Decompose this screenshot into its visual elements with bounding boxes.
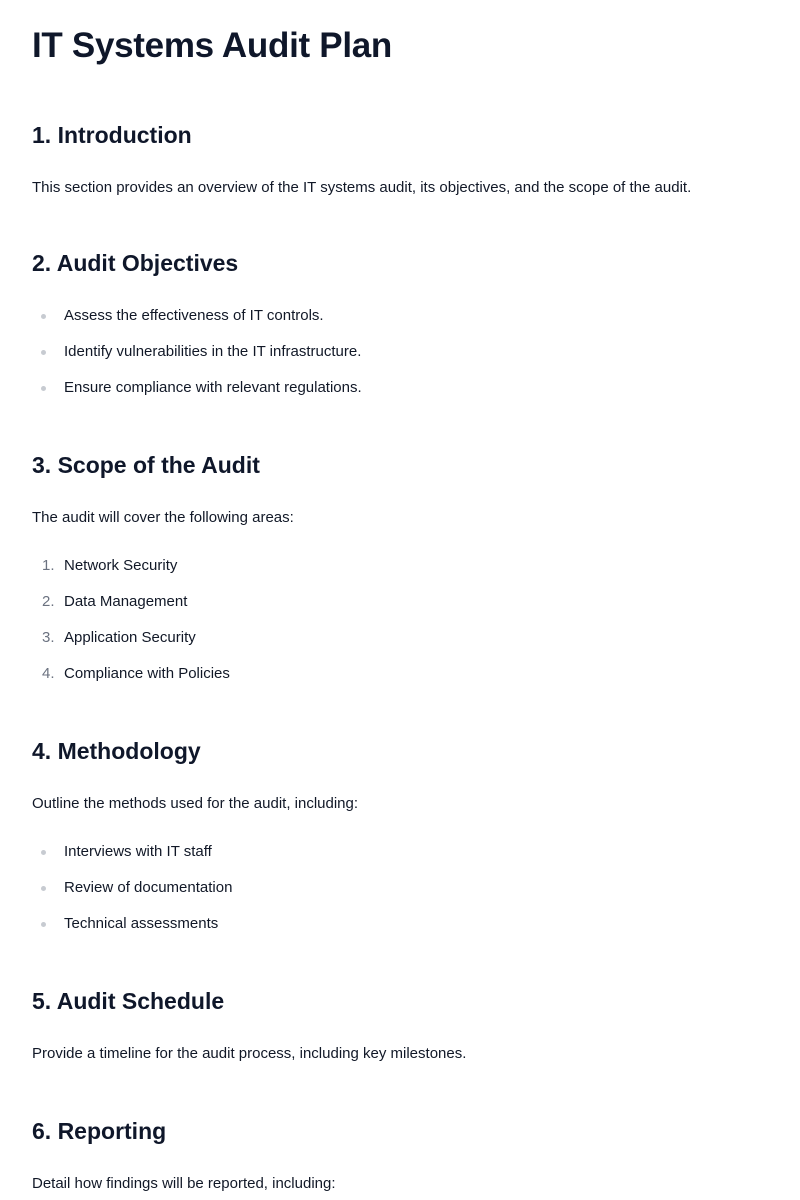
list-item-text: Network Security — [64, 557, 178, 574]
section-heading: 6. Reporting — [32, 1118, 167, 1144]
list-number: 2. — [42, 593, 55, 610]
list-item — [32, 664, 768, 684]
section-heading: 1. Introduction — [32, 122, 192, 148]
section-reporting — [32, 1116, 768, 1194]
section-audit-objectives — [32, 248, 768, 398]
bullet-icon — [41, 386, 46, 391]
list-number: 1. — [42, 557, 55, 574]
list-item-text: Compliance with Policies — [64, 665, 230, 682]
list-item-text: Technical assessments — [64, 915, 219, 932]
list-item — [32, 306, 768, 326]
list-item-text: Application Security — [64, 629, 196, 646]
page-title: IT Systems Audit Plan — [32, 26, 392, 65]
list-item-text: Assess the effectiveness of IT controls. — [64, 307, 324, 324]
section-paragraph: Outline the methods used for the audit, including: — [32, 795, 359, 812]
list-item — [32, 914, 768, 934]
list-item — [32, 592, 768, 612]
list-item — [32, 556, 768, 576]
bullet-icon — [41, 886, 46, 891]
bullet-list — [32, 842, 768, 934]
list-item — [32, 878, 768, 898]
section-heading: 5. Audit Schedule — [32, 988, 225, 1014]
list-item — [32, 342, 768, 362]
bullet-icon — [41, 922, 46, 927]
bullet-icon — [41, 850, 46, 855]
bullet-icon — [41, 314, 46, 319]
section-audit-schedule — [32, 986, 768, 1064]
section-paragraph: The audit will cover the following areas: — [32, 509, 294, 526]
section-paragraph: Provide a timeline for the audit process, including key milestones. — [32, 1045, 467, 1062]
bullet-icon — [41, 350, 46, 355]
list-item-text: Ensure compliance with relevant regulations. — [64, 379, 362, 396]
section-heading: 3. Scope of the Audit — [32, 452, 260, 478]
section-paragraph: Detail how findings will be reported, including: — [32, 1175, 336, 1192]
section-introduction — [32, 120, 768, 198]
list-item-text: Identify vulnerabilities in the IT infrastructure. — [64, 343, 362, 360]
section-paragraph: This section provides an overview of the IT systems audit, its objectives, and the scope of the audit. — [32, 179, 692, 196]
list-item — [32, 842, 768, 862]
section-methodology — [32, 736, 768, 934]
bullet-list — [32, 306, 768, 398]
list-item-text: Review of documentation — [64, 879, 233, 896]
list-number: 3. — [42, 629, 55, 646]
list-item — [32, 628, 768, 648]
numbered-list — [32, 556, 768, 684]
list-number: 4. — [42, 665, 55, 682]
list-item-text: Data Management — [64, 593, 188, 610]
section-scope — [32, 450, 768, 684]
list-item-text: Interviews with IT staff — [64, 843, 212, 860]
section-heading: 4. Methodology — [32, 738, 201, 764]
list-item — [32, 378, 768, 398]
section-heading: 2. Audit Objectives — [32, 250, 239, 276]
